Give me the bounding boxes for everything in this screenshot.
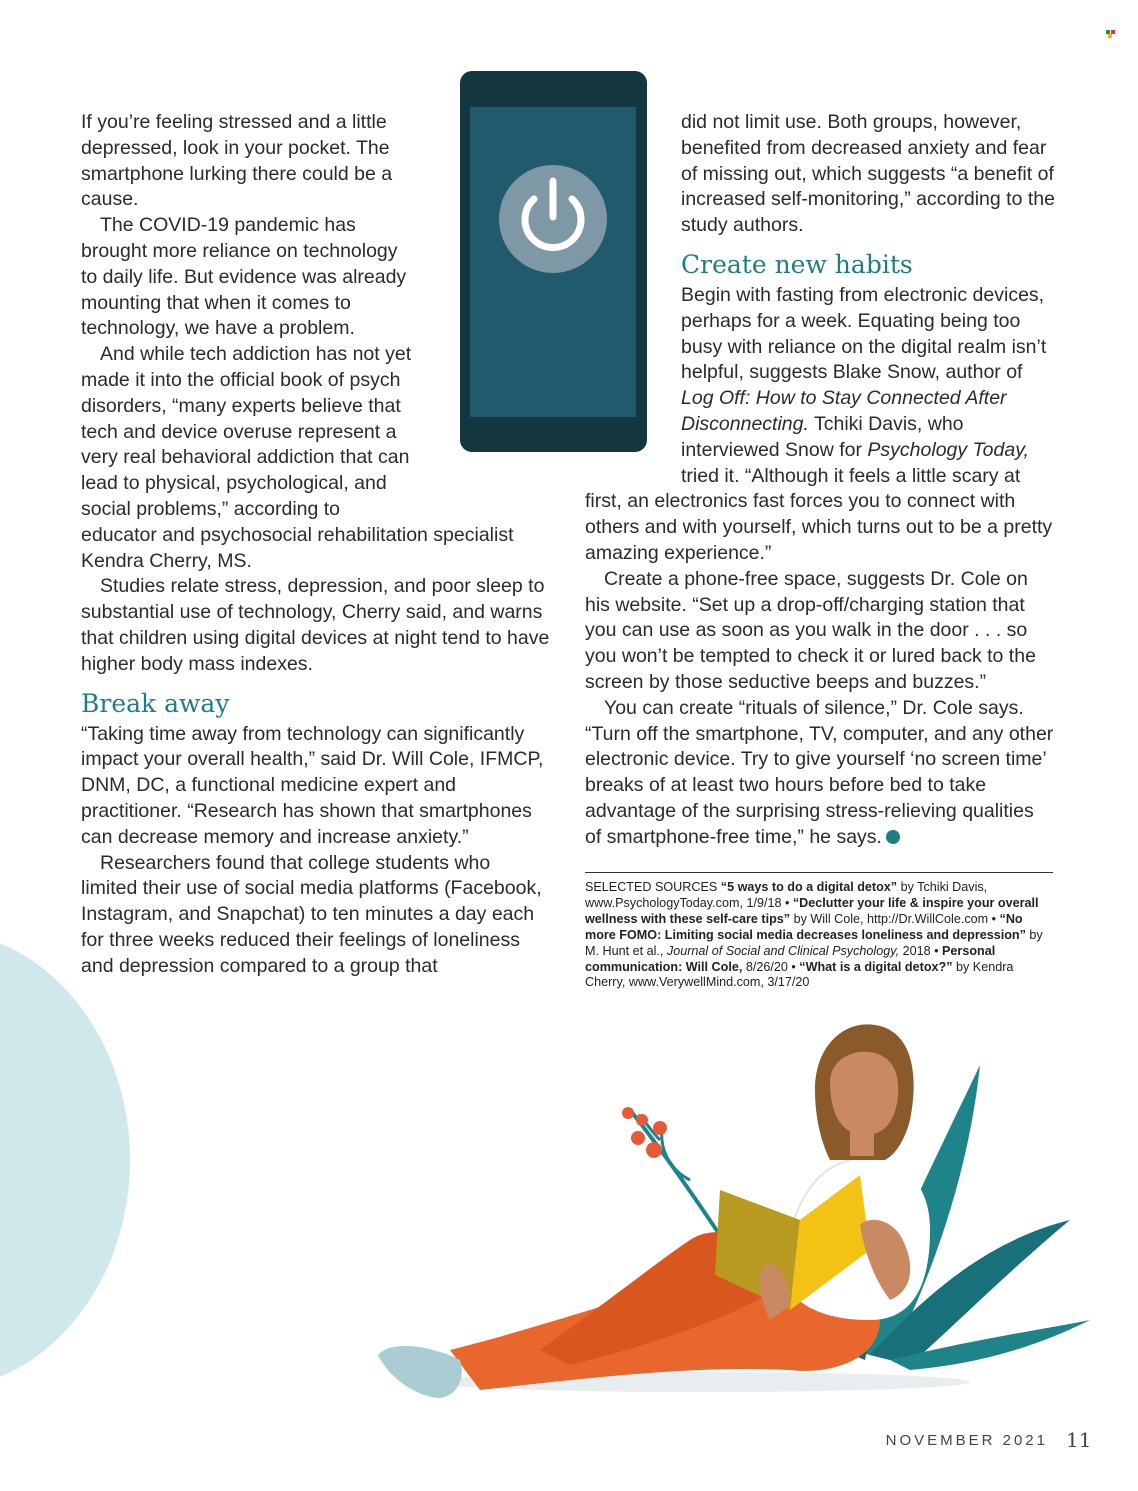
sources-divider	[585, 872, 1053, 873]
selected-sources: SELECTED SOURCES “5 ways to do a digital detox” by Tchiki Davis, www.PsychologyToday.com, 1/9/18 • “Declutter your life & inspire your overall wellness with these self-care tips” by Will Cole, http://Dr.WillCole.com • “No more FOMO: Limiting social media decreases loneliness and depression” by M. Hunt et al., Journal of Social and Clinical Psychology, 2018 • Personal communication: Will Cole, 8/26/20 • “What is a digital detox?” by Kendra Cherry, www.VerywellMind.com, 3/17/20	[585, 880, 1043, 990]
paragraph: Studies relate stress, depression, and poor sleep to substantial use of technology, Cherry said, and warns that children using digital devices at night tend to have higher body mass indexes.	[81, 575, 550, 675]
paragraph: Researchers found that college students who limited their use of social media platforms (Facebook, Instagram, and Snapchat) to ten minutes a day each for three weeks reduced their feelings of loneliness and depression compared to a group that	[81, 851, 542, 977]
paragraph: Begin with fasting from electronic devices, perhaps for a week. Equating being too busy with reliance on the digital realm isn’t helpful, suggests Blake Snow, author of Log Off: How to Stay Connected After Disconnecting. Tchiki Davis, who interviewed Snow for Psychology Today, tried it. “Although it feels a little scary at first, an electronics fast forces you to connect with others and with yourself, which turns out to be a pretty amazing experience.”	[585, 283, 1053, 564]
reading-woman-illustration	[370, 1020, 1110, 1410]
article-column-2	[585, 110, 1055, 851]
paragraph: did not limit use. Both groups, however, benefited from decreased anxiety and fear of missing out, which suggests “a benefit of increased self-monitoring,” according to the study authors.	[681, 111, 1055, 237]
paragraph: And while tech addiction has not yet made it into the official book of psych disorders, “many experts believe that tech and device overuse represent a very real behavioral addiction that can lead to physical, psychological, and social problems,” according to educator and psychosocial rehabilitation specialist Kendra Cherry, MS.	[81, 343, 514, 572]
paragraph: The COVID-19 pandemic has brought more reliance on technology to daily life. But evidence was already mounting that when it comes to technology, we have a problem.	[81, 214, 407, 340]
paragraph: You can create “rituals of silence,” Dr. Cole says. “Turn off the smartphone, TV, computer, and any other electronic device. Try to give yourself ‘no screen time’ breaks of at least two hours before bed to take advantage of the surprising stress-relieving qualities of smartphone-free time,” he says.	[585, 696, 1054, 848]
corner-mark-icon	[1106, 30, 1116, 38]
paragraph: “Taking time away from technology can significantly impact your overall health,” said Dr. Will Cole, IFMCP, DNM, DC, a functional medicine expert and practitioner. “Research has shown that smartphones can decrease memory and increase anxiety.”	[81, 722, 544, 848]
background-blob	[0, 930, 130, 1390]
section-heading: Create new habits	[681, 249, 913, 279]
paragraph: Create a phone-free space, suggests Dr. Cole on his website. “Set up a drop-off/charging station that you can use as soon as you walk in the door . . . so you won’t be tempted to check it or lured back to the screen by those seductive beeps and buzzes.”	[585, 567, 1036, 693]
end-dot-icon	[886, 830, 900, 844]
paragraph: If you’re feeling stressed and a little depressed, look in your pocket. The smartphone lurking there could be a cause.	[81, 111, 393, 211]
section-heading: Break away	[81, 688, 230, 718]
article-column-1	[81, 110, 551, 980]
page-number: 11	[1066, 1428, 1092, 1452]
footer-issue: NOVEMBER 2021	[885, 1432, 1048, 1449]
